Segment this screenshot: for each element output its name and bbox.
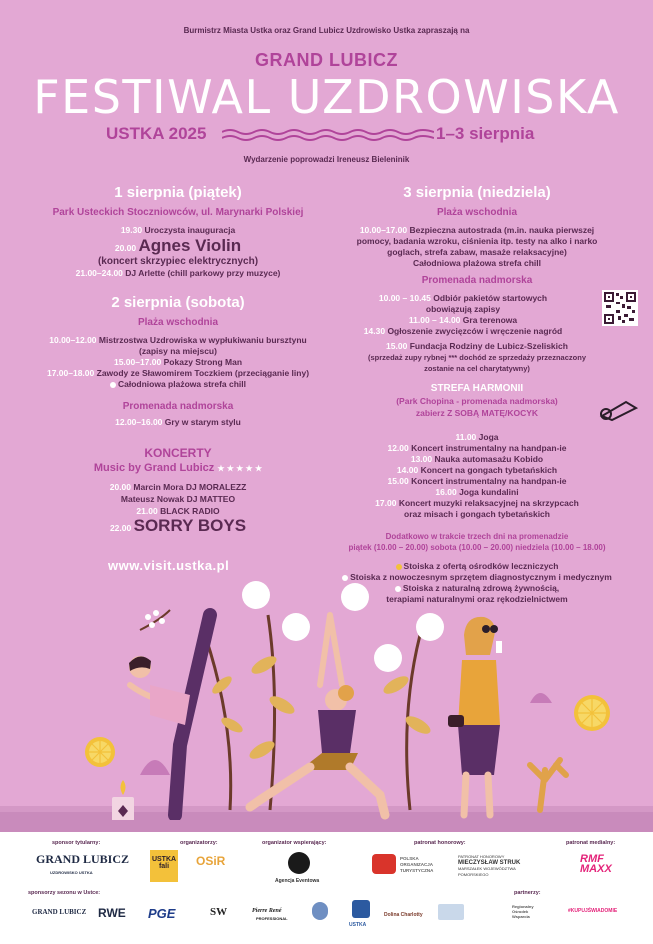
logo-kupuj-swiadomie: #KUPUJŚWIADOMIE bbox=[568, 908, 618, 914]
woman-right bbox=[448, 617, 502, 815]
day2-item: 10.00–12.00 Mistrzostwa Uzdrowiska w wypłukiwaniu bursztynu bbox=[49, 335, 307, 345]
day3-item: goglach, strefa zabaw, masaże relaksacyjne) bbox=[387, 247, 567, 257]
harmony-title: STREFA HARMONII bbox=[430, 383, 524, 394]
logo-pierre-rene-sub: PROFESSIONAL bbox=[256, 916, 288, 921]
logo-sw: SW bbox=[210, 906, 228, 918]
orange-slice-icon bbox=[574, 695, 610, 731]
day3-item: 11.00 – 14.00 Gra terenowa bbox=[408, 315, 518, 325]
extra-item: Stoiska z ofertą ośrodków leczniczych bbox=[332, 561, 622, 572]
harmony-note: zabierz Z SOBĄ MATĘ/KOCYK bbox=[415, 408, 539, 418]
harmony-item: 15.00 Koncert instrumentalny na handpan-ie bbox=[387, 476, 567, 486]
day2-title: 2 sierpnia (sobota) bbox=[111, 294, 245, 311]
day3-item: 10.00–17.00 Bezpieczna autostrada (m.in. nauka pierwszej bbox=[359, 225, 595, 235]
day3-item: 15.00 Fundacja Rodziny de Lubicz-Szeliskich bbox=[386, 341, 568, 351]
logo-marszalek: PATRONAT HONOROWY MIECZYSŁAW STRUK MARSZAŁEK WOJEWÓDZTWA POMORSKIEGO bbox=[458, 854, 521, 877]
extra-title: Dodatkowo w trakcie trzech dni na promenadzie bbox=[385, 532, 569, 541]
day3-item: pomocy, badania wzroku, ciśnienia itp. testy na alko i narko bbox=[356, 236, 598, 246]
day1-item: 20.00 Agnes Violin bbox=[114, 236, 242, 255]
logo-ustka-emblem bbox=[352, 900, 370, 918]
orange-slice-icon bbox=[85, 737, 115, 767]
logo-polska-emblem bbox=[372, 854, 396, 874]
intro-text: Burmistrz Miasta Ustka oraz Grand Lubicz Uzdrowisko Ustka zapraszają na bbox=[183, 26, 470, 35]
day2-venue2: Promenada nadmorska bbox=[122, 401, 234, 412]
concert-item: Mateusz Nowak DJ MATTEO bbox=[120, 494, 236, 504]
day1-item: (koncert skrzypiec elektrycznych) bbox=[97, 256, 259, 267]
seashell-icon bbox=[140, 760, 170, 775]
logo-grand-lubicz-small: GRAND LUBICZ bbox=[32, 908, 87, 916]
harmony-item: 16.00 Joga kundalini bbox=[435, 487, 519, 497]
label-title-sponsor: sponsor tytularny: bbox=[52, 840, 101, 846]
logo-grand-lubicz: GRAND LUBICZ bbox=[36, 852, 130, 866]
day3-item: Całodniowa plażowa strefa chill bbox=[413, 258, 541, 268]
extra-item: Stoiska z nowoczesnym sprzętem diagnostycznym i medycznym bbox=[332, 572, 622, 583]
website-url[interactable]: www.visit.ustka.pl bbox=[108, 558, 230, 573]
day2-item: 17.00–18.00 Zawody ze Sławomirem Toczkiem (przeciąganie liny) bbox=[46, 368, 310, 378]
day3-venue: Plaża wschodnia bbox=[436, 207, 518, 218]
yoga-mat-icon bbox=[598, 396, 640, 422]
concert-item: 21.00 BLACK RADIO bbox=[136, 506, 220, 516]
yoga-woman-left bbox=[129, 615, 210, 815]
day2-item: (zapisy na miejscu) bbox=[139, 346, 217, 356]
logo-regional: Regionalny Ośrodek Wsparcia bbox=[512, 904, 534, 919]
logo-grand-lubicz-sub: UZDROWISKO USTKA bbox=[50, 870, 93, 875]
harmony-item: 11.00 Joga bbox=[455, 432, 499, 442]
extra-hours: piątek (10.00 – 20.00) sobota (10.00 – 20.00) niedziela (10.00 – 18.00) bbox=[348, 543, 606, 552]
harmony-place: (Park Chopina - promenada nadmorska) bbox=[396, 396, 558, 406]
yoga-illustration bbox=[0, 575, 653, 820]
logo-agencja: Agencja Eventowa bbox=[275, 878, 320, 884]
day1-venue: Park Usteckich Stoczniowców, ul. Marynarki Polskiej bbox=[52, 207, 304, 218]
wave-decoration bbox=[222, 126, 434, 144]
day3-item: zostanie na cel charytatywny) bbox=[424, 364, 530, 373]
concert-headliner: 22.00 SORRY BOYS bbox=[109, 516, 247, 535]
logo-rwe: RWE bbox=[98, 906, 126, 920]
logo-agencja-emblem bbox=[288, 852, 310, 874]
day3-venue2: Promenada nadmorska bbox=[421, 275, 533, 286]
day3-title: 3 sierpnia (niedziela) bbox=[403, 184, 551, 201]
day2-item: Całodniowa plażowa strefa chill bbox=[28, 379, 328, 390]
day3-promenade-list bbox=[332, 293, 594, 337]
harmony-item: oraz misach i gongach tybetańskich bbox=[404, 509, 550, 519]
label-season-sponsors: sponsorzy sezonu w Ustce: bbox=[28, 890, 101, 896]
brand-title: GRAND LUBICZ bbox=[255, 50, 398, 70]
day1-item: 21.00–24.00 DJ Arlette (chill parkowy przy muzyce) bbox=[75, 268, 281, 278]
qr-code-icon[interactable] bbox=[602, 290, 638, 326]
candle-icon bbox=[112, 780, 134, 820]
city-year: USTKA 2025 bbox=[106, 124, 207, 143]
day2-item: 12.00–16.00 Gry w starym stylu bbox=[115, 417, 241, 427]
harmony-item: 17.00 Koncert muzyki relaksacyjnej na skrzypcach bbox=[375, 498, 579, 508]
host-text: Wydarzenie poprowadzi Ireneusz Bieleninik bbox=[243, 155, 410, 164]
label-honorary: patronat honorowy: bbox=[414, 840, 466, 846]
concerts-title: KONCERTY bbox=[144, 446, 212, 460]
sponsor-footer bbox=[0, 832, 653, 944]
label-organizers: organizatorzy: bbox=[180, 840, 218, 846]
extra-item: terapiami naturalnymi oraz rękodzielnictwem bbox=[386, 594, 568, 604]
logo-ustka: USTKA bbox=[349, 922, 367, 928]
day1-item: 19.30 Uroczysta inauguracja bbox=[120, 225, 236, 235]
logo-pierre-rene: Pierre René bbox=[252, 908, 282, 914]
logo-regional-emblem bbox=[438, 904, 464, 920]
day3-item: obowiązują zapisy bbox=[425, 304, 501, 314]
day3-item: 10.00 – 10.45 Odbiór pakietów startowych bbox=[378, 293, 548, 303]
day3-item: (sprzedaż zupy rybnej *** dochód ze sprzedaży przeznaczony bbox=[368, 353, 586, 362]
extra-item: Stoiska z naturalną zdrową żywnością, bbox=[332, 583, 622, 594]
day3-item: 14.30 Ogłoszenie zwycięzców i wręczenie nagród bbox=[363, 326, 563, 336]
logo-emblem bbox=[312, 902, 328, 920]
festival-dates: 1–3 sierpnia bbox=[436, 124, 535, 143]
logo-ustka-fali: USTKA fali bbox=[150, 850, 178, 882]
day2-item: 15.00–17.00 Pokazy Strong Man bbox=[113, 357, 243, 367]
concerts-subtitle: Music by Grand Lubicz ★ ★ ★ ★ ★ bbox=[93, 462, 263, 474]
harmony-item: 14.00 Koncert na gongach tybetańskich bbox=[396, 465, 558, 475]
logo-pot: POLSKA ORGANIZACJA TURYSTYCZNA bbox=[400, 856, 434, 873]
logo-dolina-charlotty: Dolina Charlotty bbox=[384, 912, 423, 918]
stars-rating: ★ ★ ★ ★ ★ bbox=[217, 464, 263, 473]
logo-pge: PGE bbox=[148, 906, 176, 921]
label-supporting: organizator wspierający: bbox=[262, 840, 327, 846]
harmony-item: 13.00 Nauka automasażu Kobido bbox=[410, 454, 544, 464]
seashell-icon bbox=[530, 693, 552, 703]
day1-title: 1 sierpnia (piątek) bbox=[114, 184, 242, 201]
label-media: patronat medialny: bbox=[566, 840, 616, 846]
logo-osir: OSiR bbox=[196, 854, 226, 868]
logo-rmf-maxx: RMF MAXX bbox=[580, 853, 612, 875]
concert-item: 20.00 Marcin Mora DJ MORALEZZ bbox=[109, 482, 247, 492]
coral-icon bbox=[530, 760, 566, 810]
main-title: FESTIWAL UZDROWISKA bbox=[33, 70, 620, 124]
label-partners: partnerzy: bbox=[514, 890, 541, 896]
day2-venue: Plaża wschodnia bbox=[137, 317, 219, 328]
harmony-item: 12.00 Koncert instrumentalny na handpan-ie bbox=[387, 443, 567, 453]
